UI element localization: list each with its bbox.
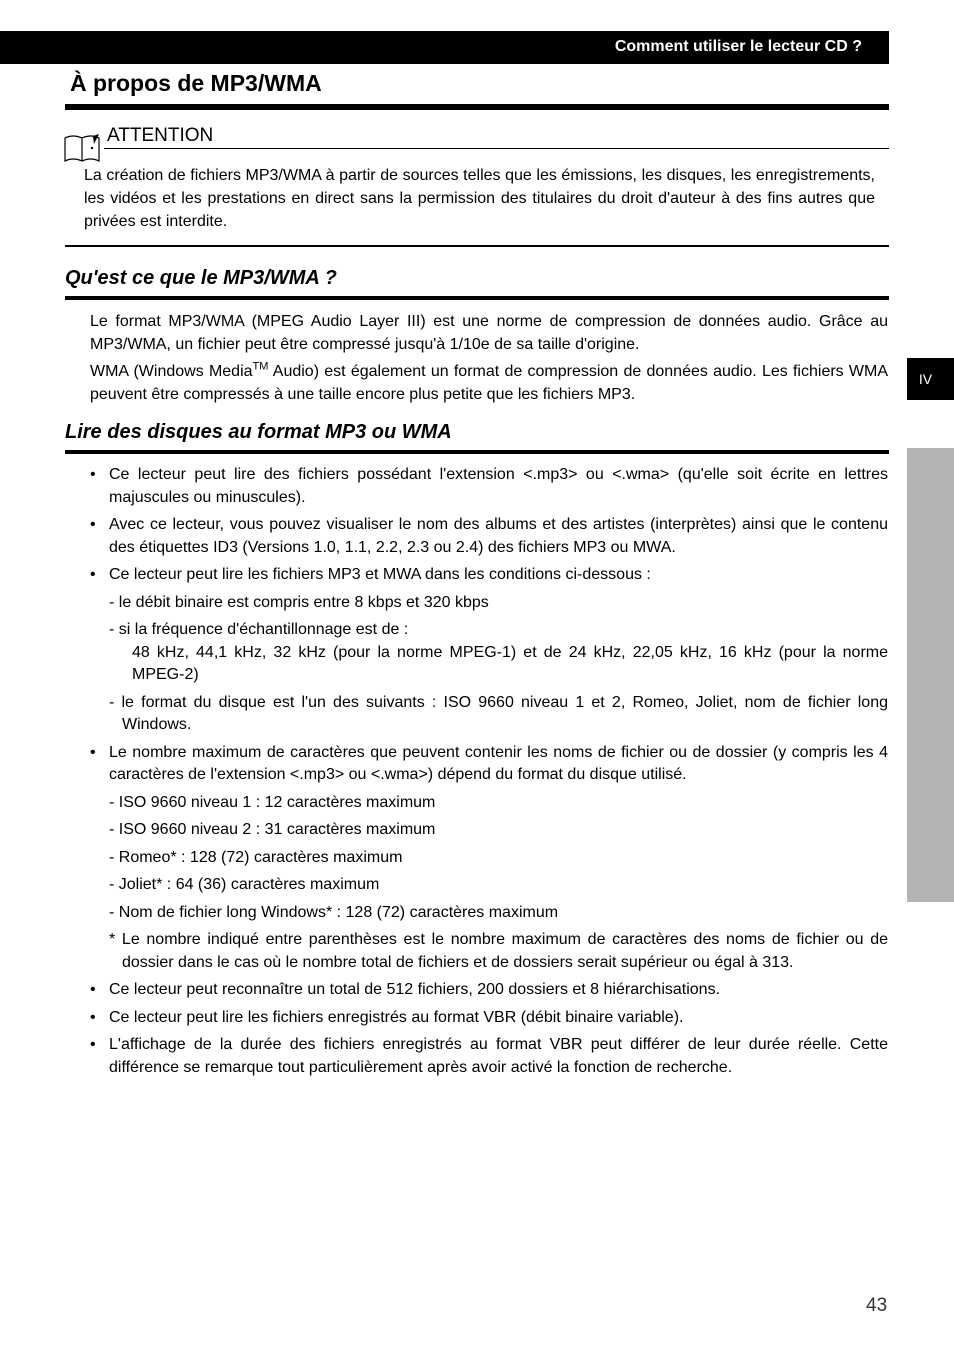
section-title-what-is: Qu'est ce que le MP3/WMA ? bbox=[65, 267, 337, 289]
sub-item: - ISO 9660 niveau 1 : 12 caractères maximum bbox=[109, 793, 436, 811]
attention-text: La création de fichiers MP3/WMA à partir de sources telles que les émissions, les disques, les enregistrements, les vidéos et les prestations en direct sans la permission des titulaires du droit d'auteur à des fins autres que privées est interdite. bbox=[84, 167, 875, 230]
sub-item: - si la fréquence d'échantillonnage est de : 48 kHz, 44,1 kHz, 32 kHz (pour la norme MPEG-1) et de 24 kHz, 22,05 kHz, 16 kHz (pour la norme MPEG-2) bbox=[109, 621, 888, 683]
attention-label: ATTENTION bbox=[107, 125, 214, 146]
side-margin-bar bbox=[907, 448, 954, 902]
sub-item: - Joliet* : 64 (36) caractères maximum bbox=[109, 876, 380, 893]
header-bar bbox=[0, 31, 889, 64]
sub-item: - le débit binaire est compris entre 8 kbps et 320 kbps bbox=[109, 593, 489, 611]
sub-item: - ISO 9660 niveau 2 : 31 caractères maximum bbox=[109, 821, 436, 838]
attention-underline bbox=[104, 148, 889, 149]
book-icon bbox=[63, 132, 103, 164]
list-item: • Le nombre maximum de caractères que peuvent contenir les noms de fichier ou de dossier (y compris les 4 caractères de l'extension <.mp3> ou <.wma>) dépend du format du disque utilisé. bbox=[90, 742, 888, 787]
list-item: • Ce lecteur peut lire les fichiers MP3 et MWA dans les conditions ci-dessous : bbox=[90, 564, 888, 587]
sub-item: - le format du disque est l'un des suivants : ISO 9660 niveau 1 et 2, Romeo, Joliet, nom de fichier long Windows. bbox=[109, 693, 888, 733]
section-title-reading: Lire des disques au format MP3 ou WMA bbox=[65, 421, 452, 443]
list-item: • Ce lecteur peut lire les fichiers enregistrés au format VBR (débit binaire variable). bbox=[90, 1007, 888, 1030]
title-rule bbox=[65, 104, 889, 110]
footnote: * Le nombre indiqué entre parenthèses est le nombre maximum de caractères des noms de fichier ou de dossier dans le cas où le nombre total de fichiers et de dossiers serait supérieur ou égal à 313. bbox=[109, 931, 888, 971]
page-number: 43 bbox=[866, 1295, 888, 1316]
header-text: Comment utiliser le lecteur CD ? bbox=[614, 38, 862, 55]
conditions-list bbox=[90, 464, 888, 1084]
sub-item: - Romeo* : 128 (72) caractères maximum bbox=[109, 848, 403, 866]
list-item: • Ce lecteur peut reconnaître un total de 512 fichiers, 200 dossiers et 8 hiérarchisations. bbox=[90, 979, 888, 1002]
page-title: À propos de MP3/WMA bbox=[70, 70, 322, 96]
section1-paragraph-1: Le format MP3/WMA (MPEG Audio Layer III) est une norme de compression de données audio. Grâce au MP3/WMA, un fichier peut être compressé jusqu'à 1/10e de sa taille d'origine. bbox=[90, 313, 888, 353]
list-item: • Avec ce lecteur, vous pouvez visualiser le nom des albums et des artistes (interprètes) ainsi que le contenu des étiquettes ID3 (Versions 1.0, 1.1, 2.2, 2.3 ou 2.4) des fichiers MP3 ou MWA. bbox=[90, 514, 888, 559]
section1-paragraph-2: WMA (Windows Media™ Audio) est également un format de compression de données audio. Les fichiers WMA peuvent être compressés à une taille encore plus petite que les fichiers MP3. bbox=[90, 360, 889, 403]
list-item: • L'affichage de la durée des fichiers enregistrés au format VBR peut différer de leur durée réelle. Cette différence se remarque tout particulièrement après avoir activé la fonction de recherche. bbox=[90, 1034, 888, 1079]
attention-bottom-rule bbox=[65, 245, 889, 247]
section1-rule bbox=[65, 296, 889, 300]
section2-rule bbox=[65, 450, 889, 454]
chapter-tab: IV bbox=[907, 358, 954, 400]
sub-item: - Nom de fichier long Windows* : 128 (72) caractères maximum bbox=[109, 903, 559, 921]
list-item: • Ce lecteur peut lire des fichiers possédant l'extension <.mp3> ou <.wma> (qu'elle soit écrite en lettres majuscules ou minuscules). bbox=[90, 464, 888, 509]
